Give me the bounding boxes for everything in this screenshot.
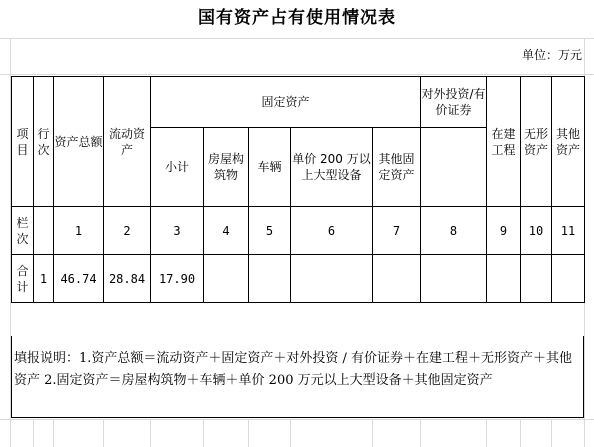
- header-investment[interactable]: 对外投资/有价证券: [421, 77, 487, 128]
- header-intangible[interactable]: 无形资产: [521, 77, 552, 207]
- header-total-assets[interactable]: 资产总额: [54, 77, 104, 207]
- grid-line: [203, 419, 204, 447]
- grid-line: [486, 419, 487, 447]
- grid-line: [150, 419, 151, 447]
- total-assets-value[interactable]: 46.74: [54, 255, 104, 303]
- large-equipment-value[interactable]: [291, 255, 373, 303]
- fixed-subtotal-value[interactable]: 17.90: [151, 255, 204, 303]
- construction-value[interactable]: [487, 255, 521, 303]
- header-other-fixed[interactable]: 其他固定资产: [373, 128, 421, 207]
- column-index-cell[interactable]: 5: [249, 207, 291, 255]
- other-fixed-value[interactable]: [373, 255, 421, 303]
- investment-value[interactable]: [421, 255, 487, 303]
- current-assets-value[interactable]: 28.84: [104, 255, 151, 303]
- sheet-title: 国有资产占有使用情况表: [198, 8, 396, 28]
- grid-line: [420, 419, 421, 447]
- header-row-no[interactable]: 行次: [34, 77, 54, 207]
- column-index-cell[interactable]: 11: [552, 207, 585, 255]
- header-investment-blank[interactable]: [421, 128, 487, 207]
- header-subtotal[interactable]: 小计: [151, 128, 204, 207]
- grid-line: [33, 419, 34, 447]
- grid-line: [0, 38, 594, 39]
- header-current-assets[interactable]: 流动资产: [104, 77, 151, 207]
- notes-cell[interactable]: [11, 336, 584, 418]
- column-index-cell[interactable]: 3: [151, 207, 204, 255]
- column-index-cell[interactable]: 1: [54, 207, 104, 255]
- column-index-cell[interactable]: 7: [373, 207, 421, 255]
- grid-line: [0, 74, 594, 75]
- total-row-label[interactable]: 合计: [12, 255, 34, 303]
- grid-line: [248, 419, 249, 447]
- total-row-no[interactable]: 1: [34, 255, 54, 303]
- header-fixed-assets[interactable]: 固定资产: [151, 77, 421, 128]
- grid-line: [290, 419, 291, 447]
- column-index-cell[interactable]: 2: [104, 207, 151, 255]
- column-index-cell[interactable]: 9: [487, 207, 521, 255]
- other-assets-value[interactable]: [552, 255, 585, 303]
- header-buildings[interactable]: 房屋构筑物: [204, 128, 249, 207]
- column-index-cell[interactable]: 4: [204, 207, 249, 255]
- header-other-assets[interactable]: 其他资产: [552, 77, 585, 207]
- grid-line: [372, 419, 373, 447]
- asset-table: [11, 76, 585, 303]
- grid-line: [520, 419, 521, 447]
- column-index-blank[interactable]: [34, 207, 54, 255]
- header-item[interactable]: 项目: [12, 77, 34, 207]
- grid-line: [53, 419, 54, 447]
- buildings-value[interactable]: [204, 255, 249, 303]
- header-vehicles[interactable]: 车辆: [249, 128, 291, 207]
- column-index-label[interactable]: 栏次: [12, 207, 34, 255]
- column-index-cell[interactable]: 8: [421, 207, 487, 255]
- grid-line: [0, 419, 594, 420]
- notes-text: 填报说明：1.资产总额＝流动资产＋固定资产＋对外投资 / 有价证券＋在建工程＋无形资产＋其他资产 2.固定资产＝房屋构筑物＋车辆＋单价 200 万元以上大型设备＋其他固定资产: [14, 351, 573, 388]
- column-index-cell[interactable]: 6: [291, 207, 373, 255]
- vehicles-value[interactable]: [249, 255, 291, 303]
- unit-label: 单位：万元: [521, 48, 582, 62]
- grid-line: [551, 419, 552, 447]
- header-construction[interactable]: 在建工程: [487, 77, 521, 207]
- column-index-cell[interactable]: 10: [521, 207, 552, 255]
- header-large-equipment[interactable]: 单价 200 万以上大型设备: [291, 128, 373, 207]
- grid-line: [103, 419, 104, 447]
- intangible-value[interactable]: [521, 255, 552, 303]
